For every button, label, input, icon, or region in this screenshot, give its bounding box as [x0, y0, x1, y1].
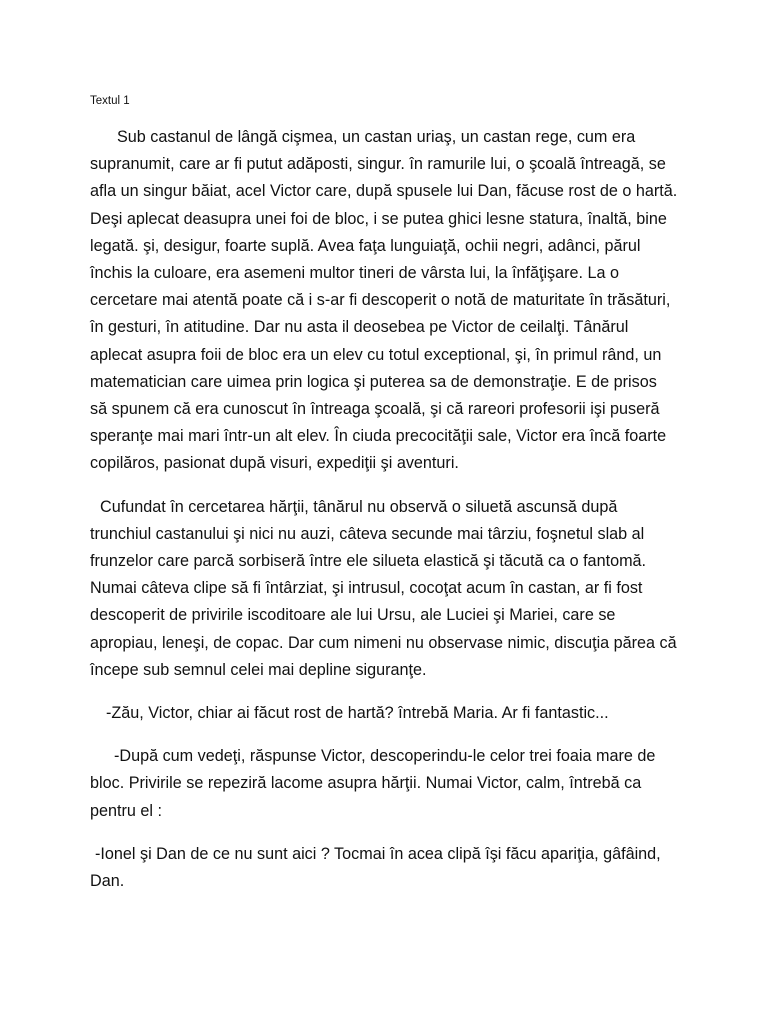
paragraph-1: Sub castanul de lângă cişmea, un castan uriaş, un castan rege, cum era supranumit, care ar fi putut adăposti, singur. în ramurile lui, o şcoală întreagă, se afla un singur băiat, acel Victor care, după spusele lui Dan, făcuse rost de o hartă. Deşi aplecat deasupra unei foi de bloc, i se putea ghici lesne statura, înaltă, bine legată. şi, desigur, foarte suplă. Avea faţa lunguiaţă, ochii negri, adânci, părul închis la culoare, era asemeni multor tineri de vârsta lui, la înfăţişare. La o cercetare mai atentă poate că i s-ar fi descoperit o notă de maturitate în trăsături, în gesturi, în atitudine. Dar nu asta il deosebea pe Victor de ceilalţi. Tânărul aplecat asupra foii de bloc era un elev cu totul exceptional, şi, în primul rând, un matematician care uimea prin logica şi puterea sa de demonstraţie. E de prisos să spunem că era cunoscut în întreaga şcoală, şi că rareori profesorii işi puseră speranţe mai mari într-un alt elev. În ciuda precocităţii sale, Victor era încă foarte copilăros, pasionat după visuri, expediţii şi aventuri.: [90, 128, 678, 473]
paragraph-3: -Zău, Victor, chiar ai făcut rost de hartă? întrebă Maria. Ar fi fantastic...: [106, 704, 609, 723]
paragraph-2: Cufundat în cercetarea hărţii, tânărul nu observă o siluetă ascunsă după trunchiul castanului şi nici nu auzi, câteva secunde mai târziu, foşnetul slab al frunzelor care parcă sorbiseră între ele silueta elastică şi tăcută ca o fantomă. Numai câteva clipe să fi întârziat, şi intrusul, cocoţat acum în castan, ar fi fost descoperit de privirile iscoditoare ale lui Ursu, ale Luciei şi Mariei, care se apropiau, leneşi, de copac. Dar cum nimeni nu observase nimic, discuţia părea că începe sub semnul celei mai depline siguranţe.: [90, 497, 677, 679]
text-label: Textul 1: [90, 95, 130, 107]
paragraph-4: -După cum vedeţi, răspunse Victor, descoperindu-le celor trei foaia mare de bloc. Privirile se repeziră lacome asupra hărţii. Numai Victor, calm, întrebă ca pentru el :: [90, 747, 656, 820]
paragraph-5: -Ionel şi Dan de ce nu sunt aici ? Tocmai în acea clipă îşi făcu apariţia, gâfâind, Dan.: [90, 844, 661, 891]
document-body: [90, 124, 678, 911]
